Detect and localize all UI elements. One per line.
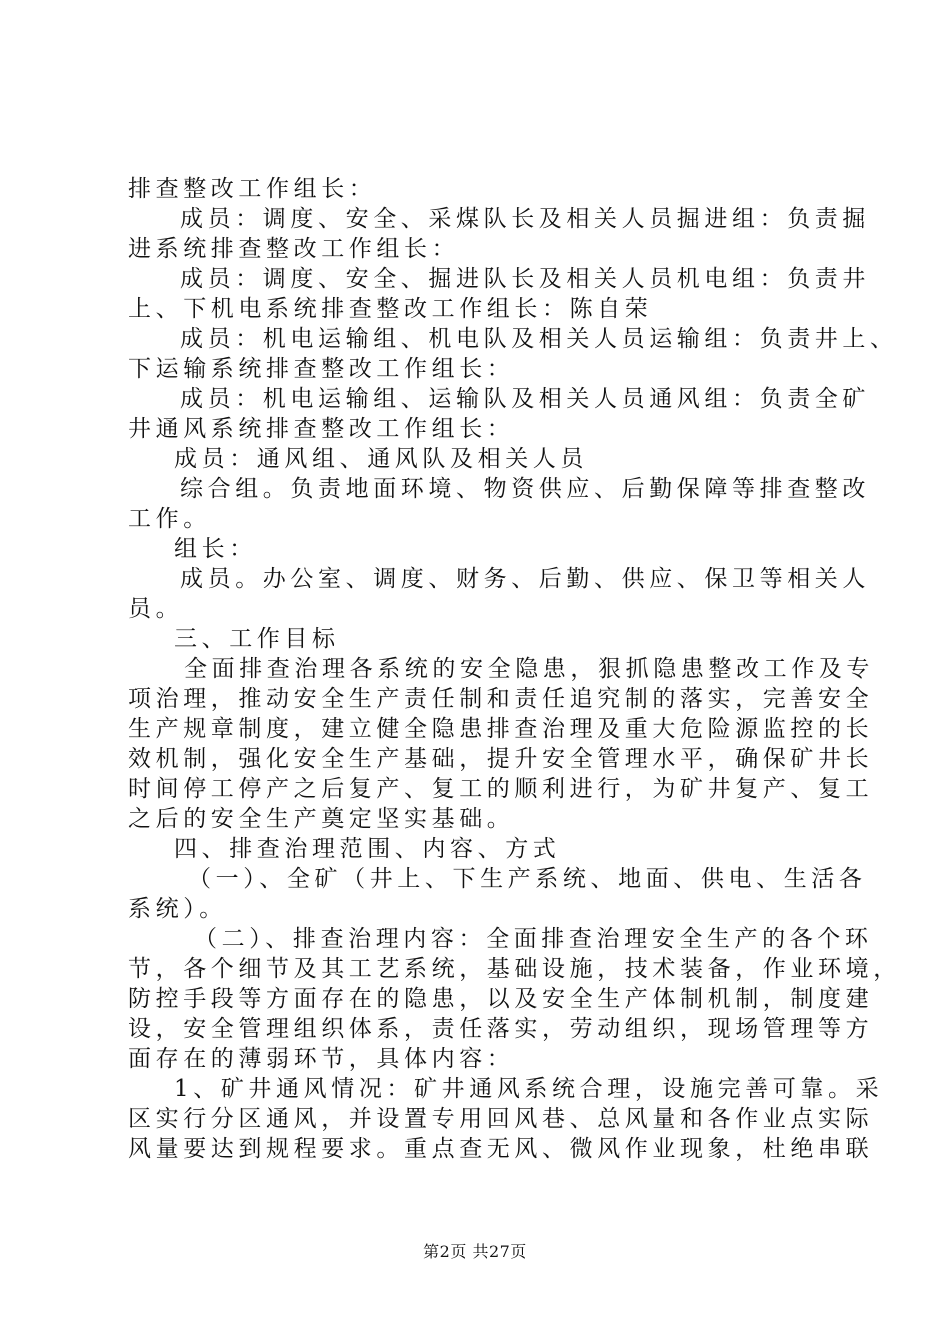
text-line: 工作。 bbox=[128, 506, 211, 532]
text-line: 设，安全管理组织体系，责任落实，劳动组织，现场管理等方 bbox=[128, 1016, 874, 1042]
text-line: 1、矿井通风情况：矿井通风系统合理，设施完善可靠。采 bbox=[174, 1076, 884, 1102]
text-line: 综合组。负责地面环境、物资供应、后勤保障等排查整改 bbox=[180, 476, 870, 502]
text-line: 系统）。 bbox=[128, 896, 227, 922]
text-line: 全面排查治理各系统的安全隐患，狠抓隐患整改工作及专 bbox=[184, 656, 874, 682]
text-line: 成员：通风组、通风队及相关人员 bbox=[174, 446, 588, 472]
text-line: 生产规章制度，建立健全隐患排查治理及重大危险源监控的长 bbox=[128, 716, 874, 742]
text-line: 成员：调度、安全、采煤队长及相关人员掘进组：负责掘 bbox=[180, 206, 870, 232]
text-line: 井通风系统排查整改工作组长： bbox=[128, 416, 515, 442]
text-line: 上、下机电系统排查整改工作组长：陈自荣 bbox=[128, 296, 653, 322]
section-heading: 四、排查治理范围、内容、方式 bbox=[174, 836, 561, 862]
text-line: 项治理，推动安全生产责任制和责任追究制的落实，完善安全 bbox=[128, 686, 874, 712]
text-line: 员。 bbox=[128, 596, 184, 622]
text-line: 节，各个细节及其工艺系统，基础设施，技术装备，作业环境， bbox=[128, 956, 901, 982]
text-line: （一）、全矿（井上、下生产系统、地面、供电、生活各 bbox=[188, 866, 867, 892]
text-line: 之后的安全生产奠定坚实基础。 bbox=[128, 806, 515, 832]
page-number-footer: 第2页 共27页 bbox=[423, 1242, 527, 1261]
text-line: 成员：机电运输组、机电队及相关人员运输组：负责井上、 bbox=[180, 326, 898, 352]
text-line: 成员：调度、安全、掘进队长及相关人员机电组：负责井 bbox=[180, 266, 870, 292]
text-line: （二）、排查治理内容：全面排查治理安全生产的各个环 bbox=[194, 926, 873, 952]
document-body bbox=[128, 174, 901, 1164]
text-line: 区实行分区通风，并设置专用回风巷、总风量和各作业点实际 bbox=[128, 1106, 874, 1132]
text-line: 进系统排查整改工作组长： bbox=[128, 236, 460, 262]
text-line: 成员：机电运输组、运输队及相关人员通风组：负责全矿 bbox=[180, 386, 870, 412]
text-line: 排查整改工作组长： bbox=[128, 176, 377, 202]
text-line: 面存在的薄弱环节，具体内容： bbox=[128, 1046, 515, 1072]
text-line: 效机制，强化安全生产基础，提升安全管理水平，确保矿井长 bbox=[128, 746, 874, 772]
text-line: 下运输系统排查整改工作组长： bbox=[128, 356, 515, 382]
section-heading: 三、工作目标 bbox=[174, 626, 340, 652]
text-line: 时间停工停产之后复产、复工的顺利进行，为矿井复产、复工 bbox=[128, 776, 874, 802]
text-line: 防控手段等方面存在的隐患，以及安全生产体制机制，制度建 bbox=[128, 986, 874, 1012]
text-line: 风量要达到规程要求。重点查无风、微风作业现象，杜绝串联 bbox=[128, 1136, 874, 1162]
text-line: 组长： bbox=[174, 536, 257, 562]
text-line: 成员。办公室、调度、财务、后勤、供应、保卫等相关人 bbox=[180, 566, 870, 592]
